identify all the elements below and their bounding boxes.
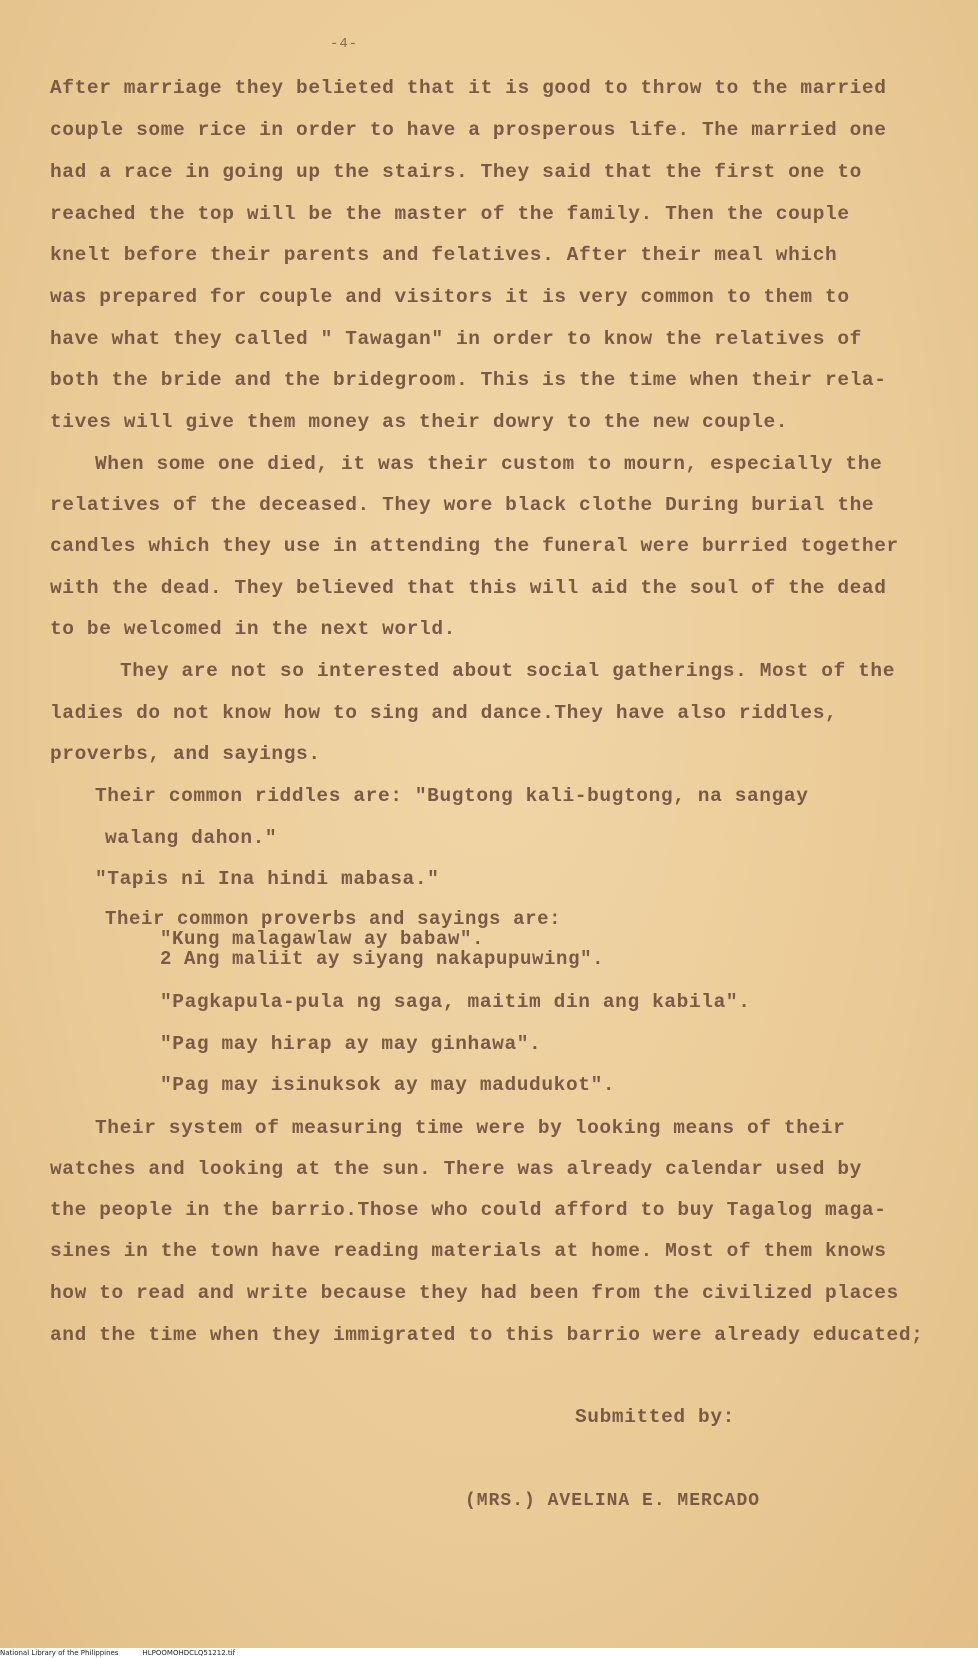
text-line: both the bride and the bridegroom. This is the time when their rela- bbox=[50, 369, 887, 391]
text-line: After marriage they belieted that it is good to throw to the married bbox=[50, 77, 887, 99]
text-line: tives will give them money as their dowry to the new couple. bbox=[50, 411, 789, 433]
proverb-line: "Pag may isinuksok ay may madudukot". bbox=[160, 1074, 616, 1096]
text-line: reached the top will be the master of the family. Then the couple bbox=[50, 203, 850, 225]
text-line: with the dead. They believed that this will aid the soul of the dead bbox=[50, 577, 887, 599]
proverb-line: 2 Ang maliit ay siyang nakapupuwing". bbox=[160, 948, 605, 970]
text-line: had a race in going up the stairs. They said that the first one to bbox=[50, 161, 862, 183]
proverb-line: "Kung malagawlaw ay babaw". bbox=[160, 928, 485, 950]
submitted-label: Submitted by: bbox=[575, 1406, 735, 1428]
proverbs-intro: Their common proverbs and sayings are: bbox=[105, 908, 562, 930]
text-line: couple some rice in order to have a prosperous life. The married one bbox=[50, 119, 887, 141]
proverb-line: "Pag may hirap ay may ginhawa". bbox=[160, 1033, 542, 1055]
proverb-line: "Pagkapula-pula ng saga, maitim din ang kabila". bbox=[160, 991, 751, 1013]
page-marker: -4- bbox=[330, 36, 359, 52]
text-line: the people in the barrio.Those who could afford to buy Tagalog maga- bbox=[50, 1199, 887, 1221]
text-line: ladies do not know how to sing and dance.They have also riddles, bbox=[50, 702, 838, 724]
text-line: candles which they use in attending the funeral were burried together bbox=[50, 535, 899, 557]
text-line: proverbs, and sayings. bbox=[50, 743, 321, 765]
text-line: knelt before their parents and felatives. After their meal which bbox=[50, 244, 838, 266]
riddle-line: "Tapis ni Ina hindi mabasa." bbox=[95, 868, 440, 890]
text-line: They are not so interested about social gatherings. Most of the bbox=[120, 660, 896, 682]
riddle-intro: Their common riddles are: "Bugtong kali-bugtong, na sangay bbox=[95, 785, 809, 807]
text-line: watches and looking at the sun. There was already calendar used by bbox=[50, 1158, 862, 1180]
text-line: relatives of the deceased. They wore black clothe During burial the bbox=[50, 494, 875, 516]
riddle-line: walang dahon." bbox=[105, 827, 278, 849]
author-name: (MRS.) AVELINA E. MERCADO bbox=[465, 1491, 761, 1511]
text-line: have what they called " Tawagan" in order to know the relatives of bbox=[50, 328, 862, 350]
library-name: National Library of the Philippines bbox=[0, 1649, 119, 1657]
text-line: and the time when they immigrated to this barrio were already educated; bbox=[50, 1324, 924, 1346]
text-line: sines in the town have reading materials at home. Most of them knows bbox=[50, 1240, 887, 1262]
file-name: HLPOOMOHDCLQ51212.tif bbox=[142, 1649, 236, 1657]
text-line: how to read and write because they had been from the civilized places bbox=[50, 1282, 899, 1304]
text-line: to be welcomed in the next world. bbox=[50, 618, 456, 640]
scan-footer bbox=[0, 1648, 978, 1658]
text-line: was prepared for couple and visitors it is very common to them to bbox=[50, 286, 850, 308]
text-line: Their system of measuring time were by looking means of their bbox=[95, 1117, 846, 1139]
text-line: When some one died, it was their custom to mourn, especially the bbox=[95, 453, 883, 475]
